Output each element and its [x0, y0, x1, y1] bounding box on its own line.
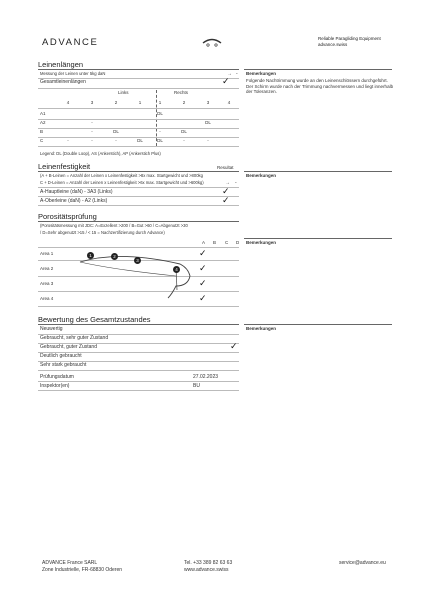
- porosity-col-b: B: [213, 240, 217, 245]
- area-4-label: Area 4: [40, 296, 54, 301]
- area-1-check: ✓: [199, 248, 207, 258]
- line-legend: Legend: DL (Double Loop), AS (Ankerstich), AP (Ankerstich Plus): [40, 151, 161, 156]
- strength-dash: -: [235, 180, 237, 186]
- strength-rule-2: C + D-Leinen = Anzahl der Leinen x Leinenfestigkeit >6x max. Startgewicht und >600kg): [40, 180, 204, 185]
- option-good-check: ✓: [230, 341, 238, 351]
- area-4-check: ✓: [199, 293, 207, 303]
- line-cell: DL: [157, 111, 163, 116]
- column-header: 2: [182, 100, 186, 105]
- line-cell: -: [91, 138, 93, 143]
- area-2-label: Area 2: [40, 266, 54, 271]
- footer-address: Zone Industrielle, FR-68830 Oderen: [42, 567, 123, 573]
- area-3-check: ✓: [199, 278, 207, 288]
- line-cell: -: [91, 120, 93, 125]
- area-1-label: Area 1: [40, 251, 54, 256]
- remarks-title-lines: Bemerkungen: [246, 71, 277, 76]
- line-row-label: A1: [40, 111, 46, 116]
- strength-test-1: A-Hauptleine (daN) - 3A3 (Links): [40, 189, 113, 195]
- option-good: Gebraucht, guter Zustand: [40, 344, 97, 350]
- section-title-overall: Bewertung des Gesamtzustandes: [38, 315, 151, 324]
- line-cell: -: [115, 138, 117, 143]
- option-new: Neuwertig: [40, 326, 63, 332]
- column-header: 4: [66, 100, 70, 105]
- line-cell: DL: [157, 138, 163, 143]
- section-title-line-lengths: Leinenlängen: [38, 60, 84, 69]
- result-label: Resultat: [217, 165, 234, 170]
- section-title-porosity: Porositätsprüfung: [38, 212, 97, 221]
- line-cell: DL: [137, 138, 143, 143]
- strength-rule-1: (A + B-Leinen = Anzahl der Leinen x Leinenfestigkeit >8x max. Startgewicht und >800kg: [40, 173, 203, 178]
- right-side-label: Rechts: [174, 90, 189, 95]
- column-header: 3: [90, 100, 94, 105]
- column-header: 3: [206, 100, 210, 105]
- area-marker-3: 3: [134, 257, 141, 264]
- strength-test-2-check: ✓: [222, 195, 230, 205]
- strength-test-1-check: ✓: [222, 186, 230, 196]
- porosity-col-c: C: [225, 240, 229, 245]
- line-cell: -: [159, 129, 161, 134]
- column-header: 2: [114, 100, 118, 105]
- option-clearly-used: Deutlich gebraucht: [40, 353, 82, 359]
- strength-test-2: A-Oberleine (daN) - A2 (Links): [40, 198, 108, 204]
- porosity-note-1: (Porositätsmessung mit JDC: A=Exzellent >200 / B=Gut >60 / C=Abgenutzt >30: [40, 223, 188, 228]
- remarks-title-overall: Bemerkungen: [246, 326, 277, 331]
- line-cell: -: [207, 138, 209, 143]
- line-cell: -: [91, 129, 93, 134]
- area-marker-1: 1: [87, 252, 94, 259]
- column-header: 4: [227, 100, 231, 105]
- line-cell: DL: [181, 129, 187, 134]
- area-3-label: Area 3: [40, 281, 54, 286]
- inspection-date-label: Prüfungsdatum: [40, 374, 74, 380]
- area-2-check: ✓: [199, 263, 207, 273]
- porosity-col-a: A: [202, 240, 206, 245]
- measure-label: Messung der Leinen unter 5kg daN: [40, 71, 106, 76]
- remarks-title-strength: Bemerkungen: [246, 173, 277, 178]
- option-very-good: Gebraucht, sehr guter Zustand: [40, 335, 109, 341]
- area-marker-2: 2: [111, 253, 118, 260]
- total-lengths-label: Gesamtleinenlängen: [40, 79, 86, 85]
- inspection-date-value: 27.02.2023: [193, 374, 219, 380]
- strength-arrow: →: [225, 180, 230, 186]
- footer-company: ADVANCE France SARL: [42, 560, 98, 566]
- inspector-value: BU: [193, 383, 200, 389]
- porosity-note-2: / D=Sehr abgenutzt >15 / < 15 = Nachzertifizierung durch Advance): [40, 230, 165, 235]
- porosity-col-d: D: [236, 240, 240, 245]
- header-tagline: Reliable Paragliding Equipment: [318, 36, 381, 41]
- footer-phone: Tel. +33 389 82 63 63: [184, 560, 233, 566]
- option-heavily-used: Sehr stark gebraucht: [40, 362, 87, 368]
- line-row-label: A2: [40, 120, 46, 125]
- wing-profile-diagram: [76, 248, 198, 300]
- line-cell: DL: [205, 120, 211, 125]
- section-title-line-strength: Leinenfestigkeit: [38, 162, 91, 171]
- line-row-label: B: [40, 129, 44, 134]
- line-cell: -: [67, 138, 69, 143]
- column-header: 1: [158, 100, 162, 105]
- inspector-label: Inspektor(en): [40, 383, 70, 389]
- total-lengths-check: ✓: [222, 76, 230, 86]
- line-cell: DL: [113, 129, 119, 134]
- footer-email: service@advance.eu: [339, 560, 386, 566]
- glider-logo-icon: [201, 37, 223, 47]
- remarks-text-lines: Folgende Nachtrimmung wurde an den Leinenschlössern durchgeführt. Der Schirm wurde nach der Trimmung nachvermessen und liegt innerhalb der Toleranzen.: [246, 78, 394, 94]
- area-marker-4: 4: [173, 266, 180, 273]
- column-header: 1: [138, 100, 142, 105]
- left-side-label: Links: [118, 90, 129, 95]
- line-cell: -: [183, 138, 185, 143]
- company-logo: ADVANCE: [42, 37, 99, 48]
- dash-mark: -: [236, 71, 238, 77]
- arrow-mark: →: [227, 71, 232, 77]
- remarks-title-porosity: Bemerkungen: [246, 240, 277, 245]
- footer-website: www.advance.swiss: [184, 567, 229, 573]
- line-row-label: C: [40, 138, 44, 143]
- header-website: advance.swiss: [318, 42, 348, 47]
